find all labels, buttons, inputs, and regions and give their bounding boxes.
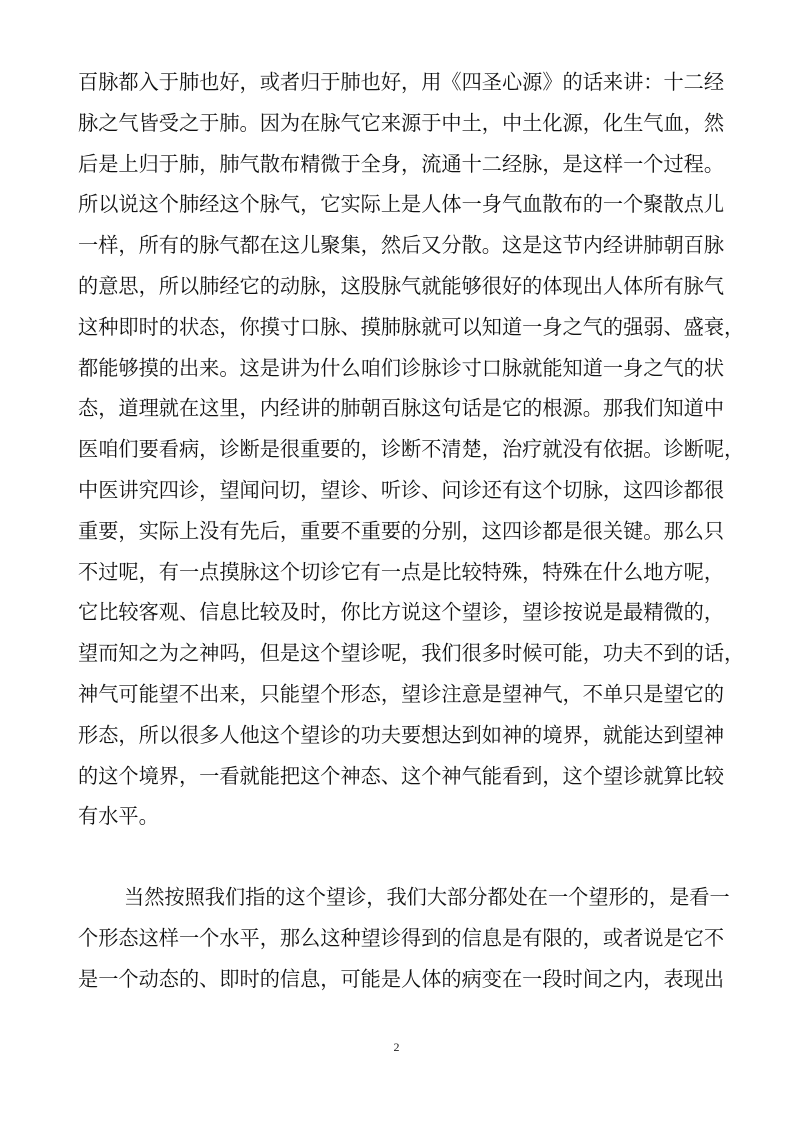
document-page [78, 62, 745, 1000]
text-line: 都能够摸的出来。这是讲为什么咱们诊脉诊寸口脉就能知道一身之气的状 [78, 355, 725, 380]
paragraph-gap [78, 837, 718, 877]
text-line: 百脉都入于肺也好，或者归于肺也好，用《四圣心源》的话来讲：十二经 [78, 70, 725, 94]
text-line: 中医讲究四诊，望闻问切，望诊、听诊、问诊还有这个切脉，这四诊都很 [78, 477, 725, 502]
text-line: 神气可能望不出来，只能望个形态，望诊注意是望神气，不单只是望它的 [78, 681, 725, 706]
text-line: 不过呢，有一点摸脉这个切诊它有一点是比较特殊，特殊在什么地方呢， [78, 559, 725, 584]
text-line: 脉之气皆受之于肺。因为在脉气它来源于中土，中土化源，化生气血，然 [78, 110, 725, 135]
text-line: 它比较客观、信息比较及时，你比方说这个望诊，望诊按说是最精微的， [78, 600, 725, 625]
text-line: 一样，所有的脉气都在这儿聚集，然后又分散。这是这节内经讲肺朝百脉 [78, 233, 725, 258]
text-line: 重要，实际上没有先后，重要不重要的分别，这四诊都是很关键。那么只 [78, 518, 725, 543]
text-line: 这种即时的状态，你摸寸口脉、摸肺脉就可以知道一身之气的强弱、盛衰， [78, 314, 745, 339]
text-line: 个形态这样一个水平，那么这种望诊得到的信息是有限的，或者说是它不 [78, 925, 725, 950]
page-number: 2 [393, 1040, 400, 1054]
text-line: 是一个动态的、即时的信息，可能是人体的病变在一段时间之内，表现出 [78, 966, 725, 991]
text-line: 的这个境界，一看就能把这个神态、这个神气能看到，这个望诊就算比较 [78, 763, 725, 788]
paragraph-1 [78, 62, 745, 837]
text-line: 所以说这个肺经这个脉气，它实际上是人体一身气血散布的一个聚散点儿 [78, 192, 725, 217]
text-line: 望而知之为之神吗，但是这个望诊呢，我们很多时候可能，功夫不到的话， [78, 641, 745, 666]
paragraph-2 [78, 877, 730, 999]
text-line: 当然按照我们指的这个望诊，我们大部分都处在一个望形的，是看一 [124, 885, 730, 910]
text-line: 的意思，所以肺经它的动脉，这股脉气就能够很好的体现出人体所有脉气 [78, 273, 725, 298]
text-line: 形态，所以很多人他这个望诊的功夫要想达到如神的境界，就能达到望神 [78, 722, 725, 747]
text-line: 医咱们要看病，诊断是很重要的，诊断不清楚，治疗就没有依据。诊断呢， [78, 437, 745, 462]
text-line: 有水平。 [78, 804, 159, 829]
text-line: 后是上归于肺，肺气散布精微于全身，流通十二经脉，是这样一个过程。 [78, 151, 725, 176]
text-line: 态，道理就在这里，内经讲的肺朝百脉这句话是它的根源。那我们知道中 [78, 396, 725, 421]
